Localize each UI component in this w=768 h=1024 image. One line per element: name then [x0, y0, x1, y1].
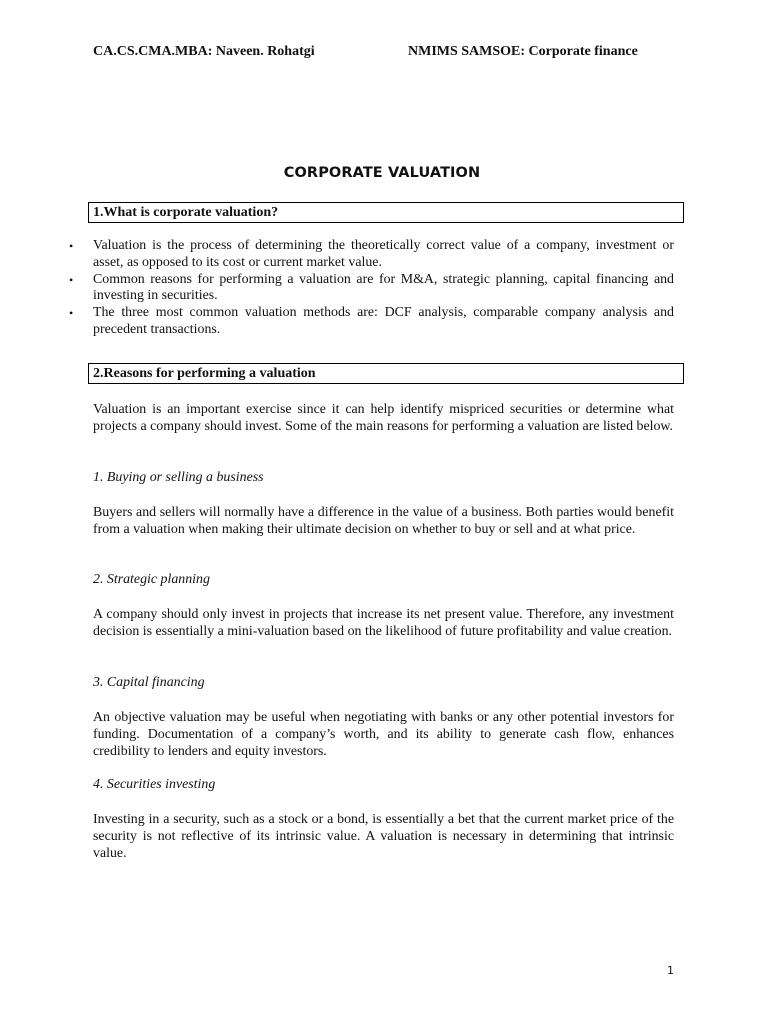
bullet-item: • Common reasons for performing a valuation are for M&A, strategic planning, capital financing and investing in securities.	[93, 272, 674, 306]
reasons-intro-paragraph: Valuation is an important exercise since it can help identify mispriced securities or determine what projects a company should invest. Some of the main reasons for performing a valuation are listed below.	[93, 402, 674, 434]
header-author: CA.CS.CMA.MBA: Naveen. Rohatgi	[93, 44, 315, 59]
header-course: NMIMS SAMSOE: Corporate finance	[408, 44, 638, 59]
reason-heading-strategic-planning: 2. Strategic planning	[93, 572, 210, 587]
page-number: 1	[667, 964, 674, 977]
section-heading-reasons: 2.Reasons for performing a valuation	[88, 363, 684, 384]
document-title: CORPORATE VALUATION	[283, 165, 481, 181]
bullet-item: • Valuation is the process of determining the theoretically correct value of a company, investment or asset, as opposed to its cost or current market value.	[93, 238, 674, 272]
reason-heading-securities-investing: 4. Securities investing	[93, 777, 216, 792]
reason-heading-capital-financing: 3. Capital financing	[93, 675, 205, 690]
reason-text-securities-investing: Investing in a security, such as a stock or a bond, is essentially a bet that the current market price of the security is not reflective of its intrinsic value. A valuation is necessary in determining that intrinsic value.	[93, 812, 674, 861]
reason-text-strategic-planning: A company should only invest in projects that increase its net present value. Therefore, any investment decision is essentially a mini-valuation based on the likelihood of future profitability and value creation.	[93, 607, 674, 639]
valuation-bullet-list	[93, 238, 674, 339]
bullet-item: • The three most common valuation methods are: DCF analysis, comparable company analysis and precedent transactions.	[93, 305, 674, 339]
reason-heading-buying-selling: 1. Buying or selling a business	[93, 470, 264, 485]
reason-text-buying-selling: Buyers and sellers will normally have a difference in the value of a business. Both parties would benefit from a valuation when making their ultimate decision on whether to buy or sell and at what price.	[93, 505, 674, 537]
section-heading-what-is-valuation: 1.What is corporate valuation?	[88, 202, 684, 223]
reason-text-capital-financing: An objective valuation may be useful when negotiating with banks or any other potential investors for funding. Documentation of a company’s worth, and its ability to generate cash flow, enhances credibility to lenders and equity investors.	[93, 710, 674, 759]
